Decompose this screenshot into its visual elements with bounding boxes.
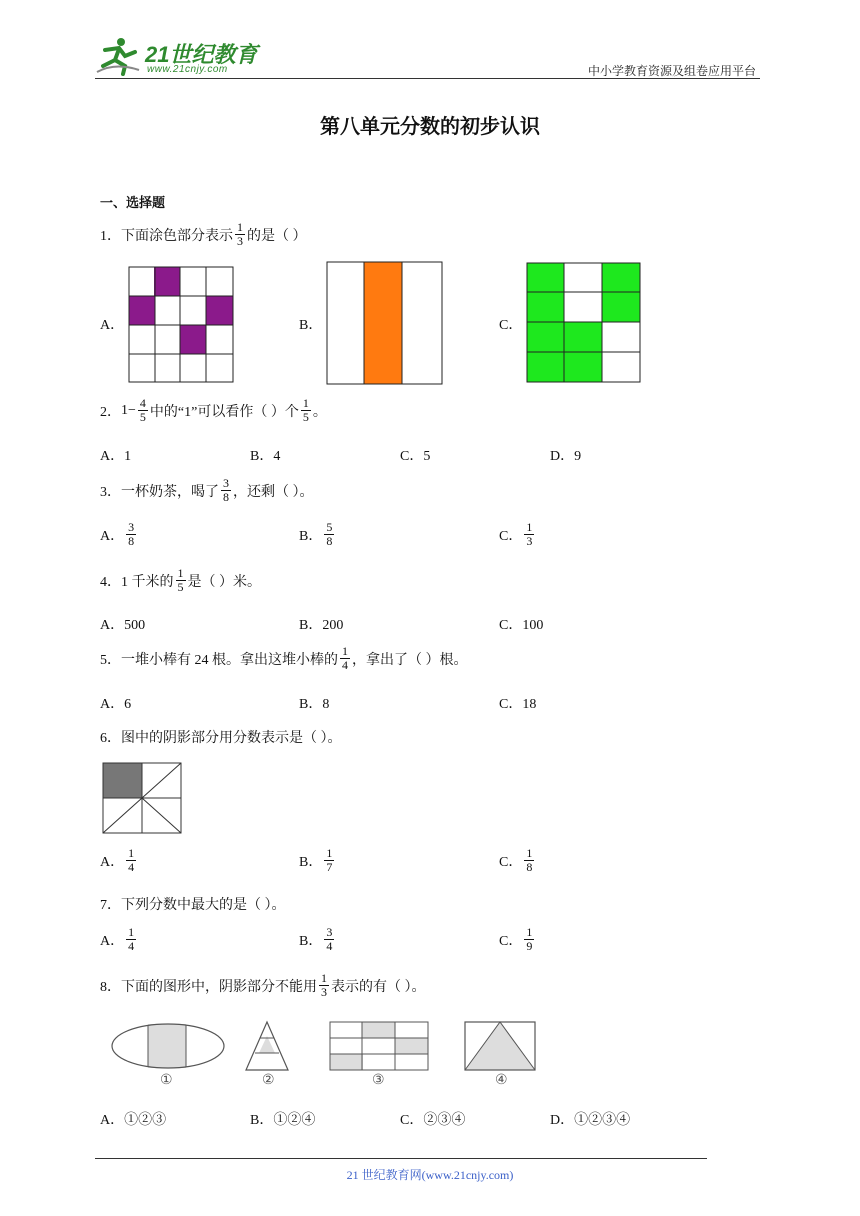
question-number: 4． <box>100 574 121 590</box>
header-platform-text: 中小学教育资源及组卷应用平台 <box>587 64 756 78</box>
question-text: ，还剩（ ）。 <box>233 484 314 500</box>
question-text: 下列分数中最大的是（ ）。 <box>121 898 286 913</box>
question-number: 7． <box>100 898 121 913</box>
question-text: 是（ ）米。 <box>187 574 261 590</box>
fraction: $\frac{1}{5}$ <box>177 566 184 594</box>
question-text: 1− <box>121 402 136 418</box>
question-number: 1． <box>100 228 121 244</box>
question-number: 2． <box>100 404 121 420</box>
header-divider <box>95 78 760 79</box>
option-c[interactable]: C． $\frac{1}{8}$ <box>499 846 533 874</box>
option-d[interactable]: D．①②③④ <box>550 1113 631 1128</box>
footer-divider <box>95 1158 707 1159</box>
question-text: 一杯奶茶，喝了 <box>121 484 219 500</box>
figure-grid-purple <box>128 266 234 383</box>
figure-rect-triangle <box>463 1020 537 1072</box>
logo-text: 21世纪教育 <box>145 42 258 67</box>
figure-label-3: ③ <box>372 1073 385 1088</box>
option-a[interactable]: A．500 <box>100 618 146 633</box>
option-a[interactable]: A．①②③ <box>100 1113 167 1128</box>
option-c[interactable]: C． <box>499 318 523 333</box>
option-a[interactable]: A．1 <box>100 449 132 464</box>
option-c[interactable]: C． $\frac{1}{3}$ <box>499 520 533 548</box>
page-title: 第八单元分数的初步认识 <box>320 116 540 138</box>
question-1 <box>100 221 307 248</box>
figure-label-2: ② <box>262 1073 275 1088</box>
option-b[interactable]: B．①②④ <box>250 1113 316 1128</box>
option-a[interactable]: A．6 <box>100 697 132 712</box>
question-text: 1 千米的 <box>121 574 174 590</box>
question-text: 中的“1”可以看作（ ）个 <box>149 404 299 420</box>
figure-label-1: ① <box>160 1073 173 1088</box>
question-text: ，拿出了（ ）根。 <box>352 652 468 668</box>
question-text: 下面涂色部分表示 <box>121 228 233 244</box>
fraction: $\frac{1}{4}$ <box>342 644 348 672</box>
figure-square-shaded <box>102 762 182 834</box>
question-text: 下面的图形中，阴影部分不能用 <box>121 979 317 995</box>
figure-label-4: ④ <box>495 1073 508 1088</box>
question-7 <box>100 894 286 914</box>
fraction: $\frac{1}{5}$ <box>302 396 309 424</box>
question-number: 8． <box>100 979 121 995</box>
section-heading: 一、选择题 <box>100 195 166 210</box>
option-a[interactable]: A． $\frac{1}{4}$ <box>100 925 135 953</box>
figure-triangle <box>244 1020 290 1072</box>
option-a[interactable]: A． <box>100 318 125 333</box>
fraction: $\frac{3}{8}$ <box>223 476 229 504</box>
option-b[interactable]: B．200 <box>299 618 344 633</box>
option-b[interactable]: B． $\frac{1}{7}$ <box>299 846 333 874</box>
figure-ellipse <box>110 1018 226 1074</box>
option-c[interactable]: C．5 <box>400 449 431 464</box>
question-3 <box>100 477 314 504</box>
option-b[interactable]: B． <box>299 318 323 333</box>
fraction: $\frac{1}{3}$ <box>321 971 327 999</box>
question-text: 表示的有（ ）。 <box>331 979 426 995</box>
question-8 <box>100 972 426 999</box>
question-6 <box>100 727 342 747</box>
option-d[interactable]: D．9 <box>550 449 582 464</box>
header <box>95 30 760 80</box>
question-number: 6． <box>100 731 121 746</box>
question-text: 一堆小棒有 24 根。拿出这堆小棒的 <box>121 652 338 668</box>
option-c[interactable]: C．100 <box>499 618 544 633</box>
question-number: 5． <box>100 652 121 668</box>
fraction: $\frac{1}{3}$ <box>237 220 243 248</box>
option-b[interactable]: B． $\frac{5}{8}$ <box>299 520 333 548</box>
question-text: 。 <box>312 404 327 420</box>
option-a[interactable]: A． $\frac{1}{4}$ <box>100 846 135 874</box>
option-b[interactable]: B． $\frac{3}{4}$ <box>299 925 333 953</box>
option-b[interactable]: B．4 <box>250 449 281 464</box>
option-c[interactable]: C．18 <box>499 697 537 712</box>
figure-grid-green <box>526 262 641 383</box>
option-b[interactable]: B．8 <box>299 697 330 712</box>
option-c[interactable]: C．②③④ <box>400 1113 466 1128</box>
option-a[interactable]: A． $\frac{3}{8}$ <box>100 520 135 548</box>
logo-runner-icon <box>95 36 141 76</box>
option-c[interactable]: C． $\frac{1}{9}$ <box>499 925 533 953</box>
footer-text[interactable]: 21 世纪教育网(www.21cnjy.com) <box>346 1168 514 1182</box>
figure-bars-orange <box>326 261 443 385</box>
question-5 <box>100 645 468 672</box>
question-text: 的是（ ） <box>247 228 307 244</box>
question-text: 图中的阴影部分用分数表示是（ ）。 <box>121 731 342 746</box>
fraction: $\frac{4}{5}$ <box>139 396 146 424</box>
logo-url: www.21cnjy.com <box>147 64 228 75</box>
figure-rectangle-grid <box>329 1021 429 1071</box>
question-4 <box>100 567 261 594</box>
question-number: 3． <box>100 484 121 500</box>
question-2 <box>100 397 327 424</box>
